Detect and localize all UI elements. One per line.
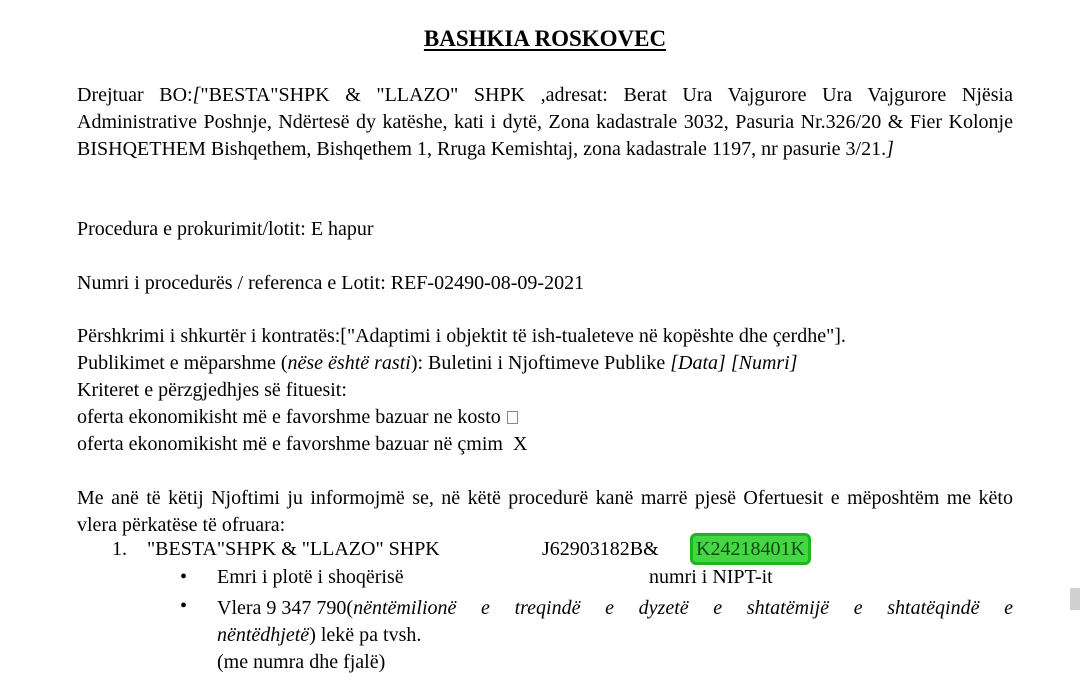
value-words-line2: nëntëdhjetë [217, 624, 310, 646]
criteria-price-text: oferta ekonomikisht më e favorshme bazuar në çmim [77, 433, 503, 455]
value-prefix: Vlera 9 347 790( [217, 597, 354, 619]
page-title: BASHKIA ROSKOVEC [423, 26, 667, 51]
company-name-label: Emri i plotë i shoqërisë [217, 566, 404, 588]
value-note: (me numra dhe fjalë) [217, 651, 386, 673]
value-words-line1: nëntëmilionë e treqindë e dyzetë e shtatëmijë e shtatëqindë e [353, 597, 1013, 619]
criteria-cost-text: oferta ekonomikisht më e favorshme bazuar ne kosto [77, 406, 501, 428]
procedure-reference: Numri i procedurës / referenca e Lotit: REF-02490-08-09-2021 [77, 272, 585, 294]
address-bracket-open: [ [192, 84, 201, 106]
value-line-1 [217, 595, 1013, 622]
prev-pub-italic: nëse është rasti [287, 352, 411, 374]
bidder-nipt-highlighted[interactable]: K24218401K [690, 533, 811, 565]
value-suffix: ) lekë pa tvsh. [309, 624, 422, 646]
criteria-cost-row [77, 404, 1013, 431]
nipt-label: numri i NIPT-it [649, 566, 773, 588]
bidder-number: 1. [112, 538, 127, 560]
bullet-icon: • [180, 566, 188, 588]
bidder-nipt-first: J62903182B& [542, 538, 659, 560]
address-body: "BESTA"SHPK & "LLAZO" SHPK ,adresat: Berat Ura Vajgurore Ura Vajgurore Njësia Administrative Poshnje, Ndërtesë dy katëshe, kati i dytë, Zona kadastrale 3032, Pasuria Nr.326/20 & Fier Kolonje BISHQETHEM Bishqethem, Bishqethem 1, Rruga Kemishtaj, zona kadastrale 1197, nr pasurie 3/21. [77, 84, 1013, 160]
bidders-intro: Me anë të këtij Njoftimi ju informojmë se, në këtë procedurë kanë marrë pjesë Ofertuesit e mëposhtëm me këto vlera përkatëse të ofruara: [77, 487, 1013, 536]
prev-pub-tail: [Data] [Numri] [670, 352, 798, 374]
address-bracket-close: ] [886, 138, 894, 160]
address-paragraph [77, 82, 1013, 163]
prev-pub-middle: ): Buletini i Njoftimeve Publike [410, 352, 671, 374]
previous-publications [77, 350, 1013, 377]
bidder-name: "BESTA"SHPK & "LLAZO" SHPK [147, 538, 440, 560]
bullet-icon: • [180, 595, 188, 617]
scrollbar-thumb[interactable] [1070, 588, 1080, 610]
value-text [217, 595, 1013, 676]
value-line-2 [217, 622, 1013, 649]
address-prefix: Drejtuar BO: [77, 84, 193, 106]
criteria-price-row [77, 431, 1013, 458]
procedure-type: Procedura e prokurimit/lotit: E hapur [77, 218, 374, 240]
criteria-price-mark: X [512, 433, 528, 455]
contract-description: Përshkrimi i shkurtër i kontratës:["Adaptimi i objektit të ish-tualeteve në kopështe dhe çerdhe"]. [77, 325, 846, 347]
empty-checkbox-icon [507, 411, 518, 424]
criteria-label: Kriteret e përzgjedhjes së fituesit: [77, 379, 347, 401]
prev-pub-prefix: Publikimet e mëparshme ( [77, 352, 288, 374]
